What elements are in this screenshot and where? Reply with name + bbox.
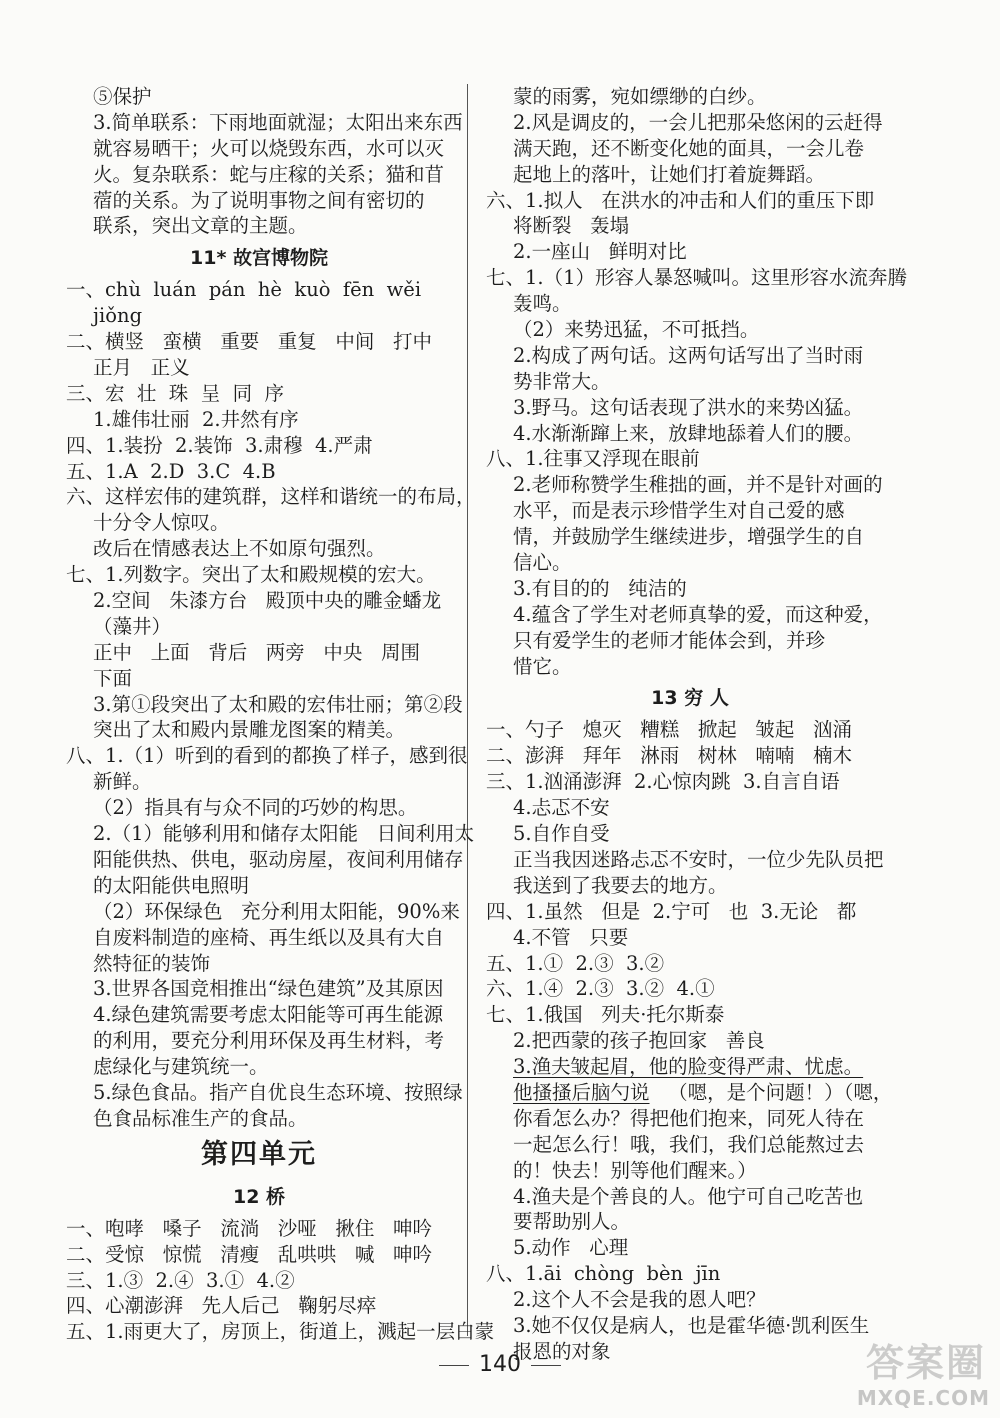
- answer-text: 信心。: [513, 551, 572, 575]
- answer-text: 13 穷 人: [651, 687, 729, 710]
- answer-line: [66, 951, 452, 977]
- answer-line: [66, 1106, 452, 1132]
- answer-line: [66, 407, 452, 433]
- answer-line: [486, 213, 894, 239]
- answer-line: [486, 239, 894, 265]
- answer-line: [66, 1002, 452, 1028]
- answer-text: 八、1.往事又浮现在眼前: [486, 447, 700, 471]
- answer-line: [66, 976, 452, 1002]
- answer-line: [486, 925, 894, 951]
- answer-line: [486, 602, 894, 628]
- answer-line: [486, 1132, 894, 1158]
- answer-text: 2.这个人不会是我的恩人吧？: [513, 1288, 766, 1312]
- answer-line: [66, 588, 452, 614]
- answer-line: [486, 524, 894, 550]
- answer-line: [66, 692, 463, 718]
- lesson-heading: [66, 1178, 452, 1216]
- answer-line: [486, 343, 894, 369]
- answer-text: 4.不管 只要: [513, 925, 629, 949]
- answer-text: 3.有目的的 纯洁的: [513, 576, 687, 600]
- answer-text: 起地上的落叶，让她们打着旋舞蹈。: [513, 162, 826, 186]
- answer-text: 2.空间 朱漆方台 殿顶中央的雕金蟠龙: [93, 589, 442, 613]
- answer-line: [66, 1319, 495, 1345]
- answer-text: 2.（1）能够利用和储存太阳能 日间利用太: [93, 822, 475, 846]
- answer-line: [66, 925, 452, 951]
- answer-text: 突出了太和殿内景雕龙图案的精美。: [93, 718, 406, 742]
- answer-text: 火。复杂联系：蛇与庄稼的关系；猫和苜: [93, 162, 445, 186]
- answer-line: [486, 1002, 894, 1028]
- answer-line: [486, 1028, 894, 1054]
- answer-line: [486, 421, 894, 447]
- answer-line: [66, 1054, 452, 1080]
- answer-text: 二、澎湃 拜年 淋雨 树林 喃喃 楠木: [486, 744, 852, 768]
- answer-line: [66, 821, 475, 847]
- answer-line: [66, 873, 452, 899]
- answer-text: 六、1.④ 2.③ 3.② 4.①: [486, 977, 715, 1001]
- answer-text: 二、横竖 蛮横 重要 重复 中间 打中: [66, 330, 432, 354]
- answer-line: [486, 446, 894, 472]
- answer-text: 第四单元: [201, 1138, 317, 1170]
- answer-line: [66, 1216, 452, 1242]
- answer-text: 4.水渐渐蹿上来，放肆地舔着人们的腰。: [513, 421, 864, 445]
- answer-text: 3.简单联系：下雨地面就湿；太阳出来东西: [93, 110, 463, 134]
- answer-line: [486, 1287, 894, 1313]
- answer-line: [66, 717, 452, 743]
- footer-dash-right: [531, 1365, 561, 1366]
- answer-text: 2.老师称赞学生稚拙的画，并不是针对画的: [513, 473, 883, 497]
- answer-text: 3.野马。这句话表现了洪水的来势凶猛。: [513, 395, 864, 419]
- answer-text: 色食品标准生产的食品。: [93, 1106, 308, 1130]
- answer-line: [486, 1209, 894, 1235]
- answer-text: 五、1.① 2.③ 3.②: [486, 951, 665, 975]
- answer-line: [66, 329, 452, 355]
- answer-text: 要帮助别人。: [513, 1210, 631, 1234]
- answer-line: [66, 847, 464, 873]
- answer-line: [486, 976, 894, 1002]
- answer-text: 联系，突出文章的主题。: [93, 214, 308, 238]
- answer-text: 2.把西蒙的孩子抱回家 善良: [513, 1029, 765, 1053]
- answer-line: [486, 265, 908, 291]
- answer-text: 三、宏 壮 珠 呈 同 序: [66, 381, 284, 405]
- answer-text: 一、chù luán pán hè kuò fēn wěi: [66, 278, 422, 302]
- answer-text: 3.她不仅仅是病人，也是霍华德·凯利医生: [513, 1313, 870, 1337]
- answer-line: [66, 1080, 463, 1106]
- answer-line: [486, 1235, 894, 1261]
- answer-text: 满天跑，还不断变化她的面具，一会儿卷: [513, 136, 865, 160]
- answer-line: [66, 188, 452, 214]
- answer-line: [486, 395, 894, 421]
- answer-text: 四、1.装扮 2.装饰 3.肃穆 4.严肃: [66, 433, 373, 457]
- answer-line: [66, 899, 460, 925]
- answer-line: [486, 769, 894, 795]
- answer-line: [486, 821, 894, 847]
- footer-dash-left: [439, 1365, 469, 1366]
- answer-text: 一、咆哮 嗓子 流淌 沙哑 揪住 呻吟: [66, 1216, 432, 1240]
- answer-line: [66, 84, 452, 110]
- answer-line: [66, 536, 452, 562]
- answer-text: 五、1.雨更大了，房顶上，街道上，溅起一层白蒙: [66, 1320, 495, 1344]
- watermark-logo: [844, 1326, 994, 1412]
- answer-text: 3.渔夫皱起眉，他的脸变得严肃、忧虑。: [513, 1055, 864, 1079]
- answer-text: 八、1.āi chòng bèn jīn: [486, 1262, 721, 1286]
- answer-text: 3.第①段突出了太和殿的宏伟壮丽；第②段: [93, 692, 463, 716]
- answer-text: 的利用，要充分利用环保及再生材料，考: [93, 1029, 445, 1053]
- answer-text: 正月 正义: [93, 356, 190, 380]
- unit-heading: [66, 1132, 452, 1178]
- answer-line: [66, 614, 452, 640]
- answer-line: [66, 1028, 452, 1054]
- answer-line: [486, 1054, 894, 1080]
- answer-line: [66, 303, 452, 329]
- answer-text: 蒙的雨雾，宛如缥缈的白纱。: [513, 85, 767, 108]
- answer-text: 三、1.③ 2.④ 3.① 4.②: [66, 1268, 295, 1292]
- answer-text: 下面: [93, 666, 133, 690]
- answer-text: 新鲜。: [93, 770, 152, 794]
- answer-text: （2）来势迅猛，不可抵挡。: [513, 318, 760, 342]
- answer-text: 四、心潮澎湃 先人后己 鞠躬尽瘁: [66, 1294, 377, 1318]
- answer-text: 的太阳能供电照明: [93, 873, 250, 897]
- answer-text: 12 桥: [232, 1185, 286, 1208]
- answer-text: 二、受惊 惊慌 清瘦 乱哄哄 喊 呻吟: [66, 1242, 432, 1266]
- answer-text: 势非常大。: [513, 369, 611, 393]
- answer-line: [66, 1242, 452, 1268]
- answer-line: [66, 510, 452, 536]
- answer-line: [486, 1261, 894, 1287]
- answer-text: jiǒng: [93, 304, 143, 328]
- answer-text-tail: （嗯，是个问题！）（嗯，: [649, 1080, 893, 1104]
- answer-text: 情，并鼓励学生继续进步，增强学生的自: [513, 525, 865, 549]
- answer-text: 1.雄伟壮丽 2.井然有序: [93, 407, 299, 431]
- answer-line: [486, 1106, 894, 1132]
- answer-line: [66, 162, 452, 188]
- answer-text: 只有爱学生的老师才能体会到，并珍: [513, 628, 826, 652]
- answer-text: 阳能供热、供电，驱动房屋，夜间利用储存: [93, 847, 464, 871]
- answer-text: 我送到了我要去的地方。: [513, 873, 728, 897]
- answer-line: [486, 847, 894, 873]
- answer-text: 5.绿色食品。指产自优良生态环境、按照绿: [93, 1080, 463, 1104]
- column-divider: [467, 84, 468, 1336]
- answer-line: [486, 472, 894, 498]
- answer-line: [486, 743, 894, 769]
- answer-text: 五、1.A 2.D 3.C 4.B: [66, 459, 276, 483]
- answer-line: [486, 873, 894, 899]
- answer-line: [66, 136, 452, 162]
- answer-line: [486, 317, 894, 343]
- lesson-heading: [66, 239, 452, 277]
- answer-text: 的！快去！别等他们醒来。）: [513, 1158, 757, 1182]
- answer-text: 四、1.虽然 但是 2.宁可 也 3.无论 都: [486, 899, 857, 923]
- answer-line: [486, 1184, 894, 1210]
- answer-line: [66, 381, 452, 407]
- answer-text: 将断裂 轰塌: [513, 214, 630, 238]
- answer-line: [66, 769, 452, 795]
- answer-text: 十分令人惊叹。: [93, 511, 230, 535]
- right-column: [486, 84, 908, 1365]
- watermark-url: MXQE.COM: [856, 1386, 990, 1410]
- answer-text: 轰鸣。: [513, 292, 572, 316]
- answer-text: 4.蕴含了学生对老师真挚的爱，而这种爱，: [513, 602, 883, 626]
- answer-line: [486, 1313, 894, 1339]
- answer-line: [486, 550, 894, 576]
- answer-text: 蓿的关系。为了说明事物之间有密切的: [93, 188, 425, 212]
- answer-line: [66, 213, 452, 239]
- answer-text: 然特征的装饰: [93, 951, 211, 975]
- answer-text: 他搔搔后脑勺说: [513, 1080, 650, 1104]
- answer-line: [66, 666, 452, 692]
- answer-line: [486, 291, 894, 317]
- answer-text: 七、1.俄国 列夫·托尔斯泰: [486, 1003, 725, 1027]
- answer-line: [486, 1158, 894, 1184]
- answer-text: 报恩的对象: [513, 1339, 611, 1363]
- answer-line: [486, 576, 894, 602]
- answer-text: 改后在情感表达上不如原句强烈。: [93, 537, 386, 561]
- answer-text: 正当我因迷路忐忑不安时，一位少先队员把: [513, 847, 884, 871]
- answer-text: 虑绿化与建筑统一。: [93, 1055, 269, 1079]
- answer-line: [66, 277, 452, 303]
- answer-line: [486, 162, 894, 188]
- answer-line: [66, 743, 468, 769]
- answer-text: 七、1.（1）形容人暴怒喊叫。这里形容水流奔腾: [486, 266, 908, 290]
- answer-line: [486, 654, 894, 680]
- watermark-title: 答案圈: [865, 1341, 986, 1385]
- answer-line: [486, 899, 894, 925]
- answer-text: 七、1.列数字。突出了太和殿规模的宏大。: [66, 563, 436, 587]
- answer-line: [486, 369, 894, 395]
- answer-line: [66, 562, 452, 588]
- answer-line: [486, 1080, 894, 1106]
- answer-text: ⑤保护: [93, 85, 152, 108]
- answer-text: 你看怎么办？得把他们抱来，同死人待在: [513, 1106, 865, 1130]
- page-number: 140: [479, 1352, 521, 1377]
- answer-line: [486, 628, 894, 654]
- answer-text: 八、1.（1）听到的看到的都换了样子，感到很: [66, 744, 468, 768]
- answer-text: 惜它。: [513, 654, 572, 678]
- left-column: [66, 84, 495, 1345]
- answer-line: [66, 640, 452, 666]
- answer-line: [486, 188, 894, 214]
- answer-text: 2.构成了两句话。这两句话写出了当时雨: [513, 343, 864, 367]
- answer-text: 六、这样宏伟的建筑群，这样和谐统一的布局，: [66, 485, 476, 509]
- answer-line: [486, 498, 894, 524]
- answer-text: 正中 上面 背后 两旁 中央 周围: [93, 640, 420, 664]
- answer-line: [66, 484, 476, 510]
- answer-text: 水平，而是表示珍惜学生对自己爱的感: [513, 499, 845, 523]
- answer-text: 4.渔夫是个善良的人。他宁可自己吃苦也: [513, 1184, 864, 1208]
- answer-text: 自废料制造的座椅、再生纸以及具有大自: [93, 925, 445, 949]
- answer-line: [66, 1268, 452, 1294]
- answer-line: [66, 459, 452, 485]
- answer-line: [66, 795, 452, 821]
- answer-text: （藻井）: [93, 614, 172, 638]
- answer-text: （2）环保绿色 充分利用太阳能，90%来: [93, 899, 460, 923]
- answer-text: 11* 故宫博物院: [190, 247, 328, 270]
- answer-line: [486, 110, 894, 136]
- answer-text: 4.忐忑不安: [513, 796, 610, 820]
- answer-text: （2）指具有与众不同的巧妙的构思。: [93, 796, 418, 820]
- answer-line: [66, 433, 452, 459]
- answer-text: 一起怎么行！哦，我们，我们总能熬过去: [513, 1132, 865, 1156]
- answer-text: 六、1.拟人 在洪水的冲击和人们的重压下即: [486, 188, 875, 212]
- answer-text: 2.风是调皮的，一会儿把那朵悠闲的云赶得: [513, 110, 883, 134]
- answer-line: [66, 355, 452, 381]
- answer-line: [66, 1293, 452, 1319]
- answer-text: 三、1.汹涌澎湃 2.心惊肉跳 3.自言自语: [486, 770, 840, 794]
- answer-text: 3.世界各国竞相推出“绿色建筑”及其原因: [93, 977, 444, 1001]
- answer-text: 5.动作 心理: [513, 1236, 629, 1260]
- lesson-heading: [486, 679, 894, 717]
- answer-text: 5.自作自受: [513, 822, 610, 846]
- answer-line: [486, 136, 894, 162]
- answer-line: [486, 84, 894, 110]
- answer-text: 4.绿色建筑需要考虑太阳能等可再生能源: [93, 1003, 444, 1027]
- answer-text: 一、勺子 熄灭 糟糕 掀起 皱起 汹涌: [486, 718, 852, 742]
- answer-text: 2.一座山 鲜明对比: [513, 240, 687, 264]
- answer-text: 就容易晒干；火可以烧毁东西，水可以灭: [93, 136, 445, 160]
- answer-line: [486, 717, 894, 743]
- answer-line: [486, 795, 894, 821]
- answer-line: [486, 951, 894, 977]
- answer-line: [66, 110, 463, 136]
